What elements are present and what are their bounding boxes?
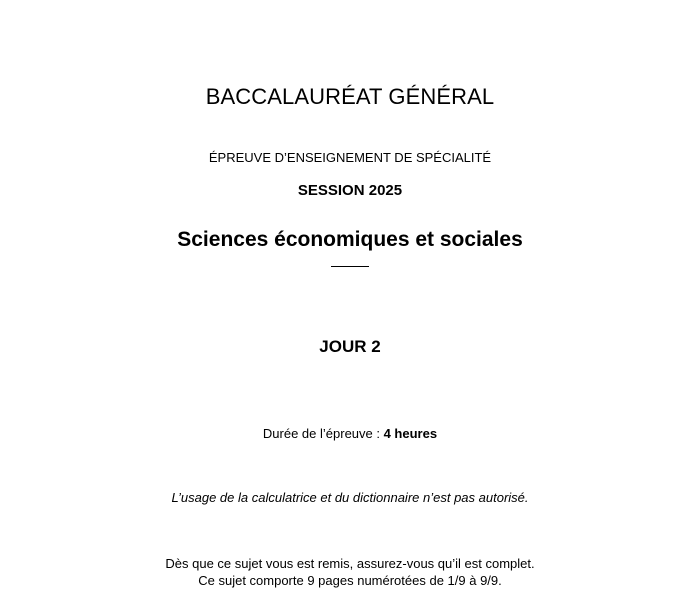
- exam-title: BACCALAURÉAT GÉNÉRAL: [205, 84, 495, 109]
- page-count-notice: Ce sujet comporte 9 pages numérotées de 1/9 à 9/9.: [198, 573, 502, 588]
- completeness-notice: Dès que ce sujet vous est remis, assurez-vous qu’il est complet.: [165, 556, 535, 571]
- subject-divider: [331, 266, 369, 267]
- duration-label: Durée de l’épreuve :: [262, 426, 384, 441]
- exam-day: JOUR 2: [319, 337, 381, 356]
- calculator-notice: L’usage de la calculatrice et du dictionnaire n’est pas autorisé.: [171, 490, 529, 505]
- duration-line: [0, 426, 700, 441]
- subject-title: Sciences économiques et sociales: [177, 228, 523, 251]
- session-label: SESSION 2025: [297, 182, 403, 199]
- exam-type: ÉPREUVE D’ENSEIGNEMENT DE SPÉCIALITÉ: [208, 150, 492, 165]
- duration-value: 4 heures: [383, 426, 438, 441]
